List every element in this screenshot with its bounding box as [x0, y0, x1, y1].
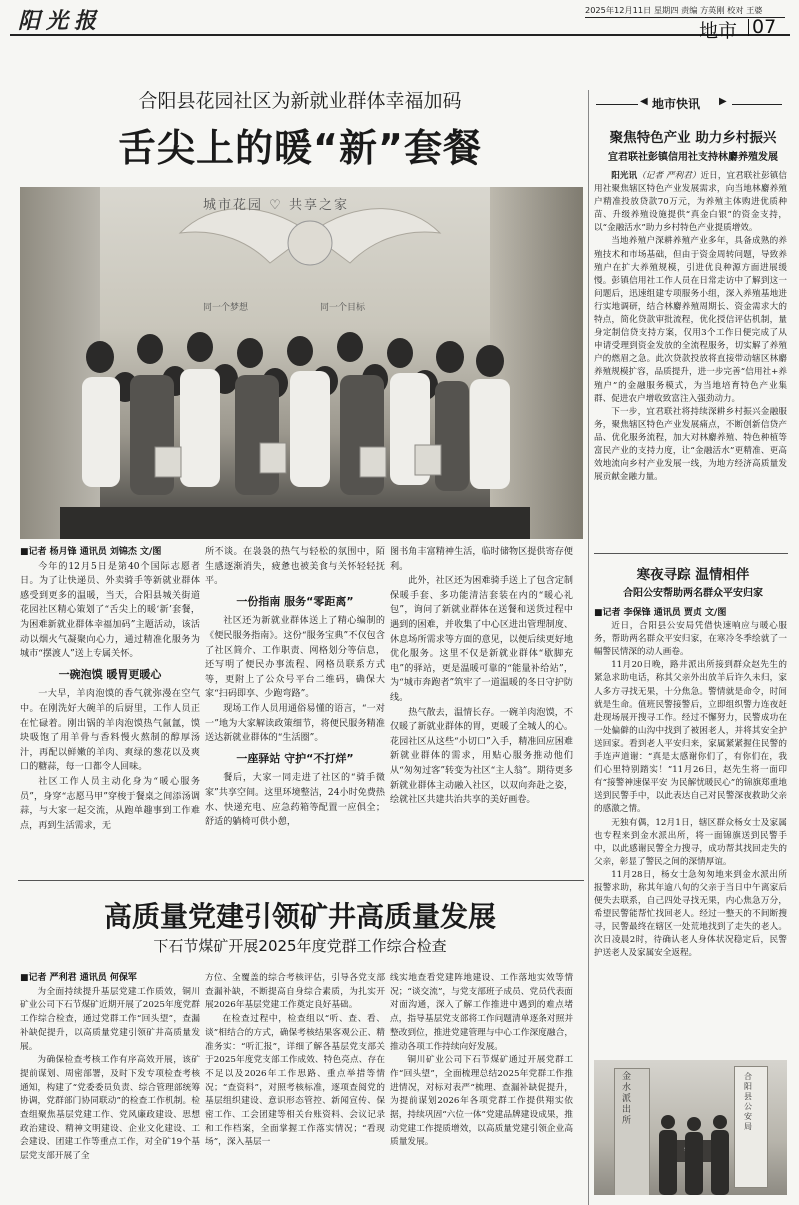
sidebar-divider	[594, 553, 788, 554]
article1-column-2	[205, 545, 385, 830]
article2-paragraph: 线实地查看党建阵地建设、工作落地实效等情况；“谈交流”，与党支部班子成员、党员代表面对面沟通，深入了解工作推进中遇到的难点堵点，指导基层党支部将工作问题清单逐条对照并整改到位，推进党建管理与中心工作深度融合，推动各项工作持续向好发展。	[390, 973, 573, 1052]
article1-paragraph: 现场工作人员用通俗易懂的语言，“一对一”地为大家解读政策细节，将便民服务精准送达新就业群体的“生活圈”。	[205, 703, 385, 744]
article2-byline: ■记者 严利君 通讯员 何保军	[20, 973, 137, 983]
masthead-logo: 阳光报	[18, 8, 103, 34]
sidebar-label-line-left	[596, 104, 638, 105]
brief2-subhead: 合阳公安帮助两名群众平安归家	[623, 588, 763, 599]
article2-paragraph: 方位、全覆盖的综合考核评估，引导各党支部查漏补缺，不断提高自身综合素质，为扎实开展2026年基层党建工作奠定良好基础。	[205, 973, 385, 1011]
article2-column-2	[205, 972, 385, 1150]
photo-sign-1: 城市花园	[203, 198, 264, 213]
column-divider-vertical	[588, 90, 589, 1205]
article1-paragraph: 社区还为新就业群体送上了精心编制的《便民服务指南》。这份“服务宝典”不仅包含了社区简介、工作职责、网格划分等信息，还写明了便民办事流程、网格员联系方式等，更附上了公众号平台二维码，确保大家“扫码即享、少跑弯路”。	[205, 616, 385, 700]
article2-column-3	[390, 972, 573, 1150]
article1-subhead-3: 一座驿站 守护“不打烊”	[236, 751, 354, 765]
photo-banner-right: 同一个目标	[320, 303, 366, 313]
photo-sign-vertical: 金水派出所	[622, 1072, 632, 1126]
sidebar-label-arrow-right: ▶	[719, 96, 727, 107]
article2-column-1	[20, 972, 200, 1164]
article1-paragraph: 热气散去，温情长存。一碗羊肉泡馍，不仅暖了新就业群体的胃，更暖了全城人的心。花园社区从这些“小切口”入手，精准回应困难新就业群体的需求，用贴心服务推动他们从“匆匆过客”转变为社区“主人翁”。期待更多新就业群体主动融入社区，以双向奔赴之姿，绘就社区共建共治共享的美好画卷。	[390, 707, 573, 806]
article1-paragraph: 一大早，羊肉泡馍的香气就弥漫在空气中。在刚洗好大碗羊的后厨里，工作人员正在忙碌着。刚出锅的羊肉泡馍热气氤氲，馍块吸饱了用羊骨与香料慢火熬制的醇厚汤汁，再配以鲜嫩的羊肉、爽绿的葱花以及爽口的糖蒜，每一口都令人回味。	[20, 689, 200, 773]
brief1-paragraph: 近日，宜君联社彭镇信用社聚焦辖区特色产业发展需求，向当地林麝养殖户精准投放贷款70万元，为养殖主体购进优质种苗、升级养殖设施提供“真金白银”的资金支持，以“金融活水”助力乡村特色产业提质增效。	[594, 171, 787, 234]
brief1-headline: 聚焦特色产业 助力乡村振兴	[609, 130, 777, 146]
heart-icon: ♡	[269, 198, 283, 213]
brief1-paragraph: 当地养殖户深耕养殖产业多年，具备成熟的养殖技术和市场基础，但由于资金周转问题，导致养殖户在扩大养殖规模，引进优良种源方面进展缓慢。彭镇信用社工作人员在日常走访中了解到这一问题后，迅速组建专项服务小组，深入养殖基地进行实地调研，结合林麝养殖周期长、资金需求大的特点，简化贷款审批流程，优化授信评估机制，量身定制信贷支持方案，仅用3个工作日便完成了从申请受理到资金发放的全流程服务，切实解了养殖户的燃眉之急。此次贷款投放将直接带动辖区林麝养殖规模扩容，品质提升，进一步完善“信用社+养殖户”的金融服务模式，为当地培育特色产业集群、促进农户增收致富注入强劲动力。	[594, 236, 787, 404]
masthead-rule	[10, 34, 790, 36]
article2-headline: 高质量党建引领矿井高质量发展	[103, 900, 496, 933]
article1-photo	[20, 187, 583, 539]
article1-subhead-2: 一份指南 服务“零距离”	[236, 594, 354, 608]
article1-subhead-1: 一碗泡馍 暖胃更暖心	[58, 667, 162, 681]
photo-people	[654, 1112, 734, 1195]
article1-kicker: 合阳县花园社区为新就业群体幸福加码	[138, 90, 462, 112]
brief2-body	[594, 607, 787, 961]
photo-sign-2: 共享之家	[288, 198, 349, 213]
photo-sign-text	[203, 194, 349, 213]
article2-paragraph: 铜川矿业公司下石节煤矿通过开展党群工作“回头望”，全面梳理总结2025年党群工作推进情况，对标对表严“梳理、查漏补缺促提升，为提前谋划2026年各项党群工作提供翔实依据，持续巩固“六位一体”党建品牌建设成果，推动党建工作提质增效，以高质量党建引领企业高质量发展。	[390, 1055, 573, 1148]
article2-paragraph: 为确保检查考核工作有序高效开展，该矿提前谋划、周密部署，及时下发专项检查考核通知，构建了“党委委员负责、综合管理部统筹协调，党群部门协同联动”的检查工作机制。检查组聚焦基层党建工作、党风廉政建设、思想政治建设、精神文明建设、企业文化建设、工会建设、团建工作等重点工作，对全矿19个基层党支部开展了全	[20, 1055, 200, 1162]
brief2-byline: ■记者 李保锋 通讯员 贾贞 文/图	[594, 608, 727, 618]
article2-paragraph: 在检查过程中，检查组以“听、查、看、谈”相结合的方式，确保考核结果客观公正、精准务实：“听汇报”，详细了解各基层党支部关于2025年度党支部工作成效、特色亮点、存在不足以及2026年工作思路、重点举措等情况；“查资料”，对照考核标准，逐项查阅党的基层组织建设、意识形态管控、新闻宣传、保密工作、工会团建等相关台账资料、会议记录和工作档案，全面掌握工作落实情况；“看现场”，深入基层一	[205, 1014, 385, 1148]
brief1-paragraph: 下一步，宜君联社将持续深耕乡村振兴金融服务，聚焦辖区特色产业发展痛点，不断创新信贷产品、优化服务流程，加大对林麝养殖、特色种植等富民产业的支持力度，让“金融活水”更精准、更高效地流向乡村产业发展一线，为地方经济高质量发展贡献金融力量。	[594, 406, 787, 483]
brief2-paragraph: 11月28日，杨女士急匆匆地来到金水派出所报警求助，称其年逾八旬的父亲于当日中午离家后便失去联系，自己四处寻找无果，内心焦急万分，希望民警能帮忙找回老人。经过一整天的不间断搜寻，民警最终在辖区一处荒地找到了走失的老人。次日凌晨2时，待确认老人身体状况稳定后，民警护送老人及家属安全返程。	[594, 869, 787, 959]
photo-banner-left: 同一个梦想	[203, 303, 249, 313]
brief1-lead-tag: 阳光讯	[611, 171, 638, 181]
sidebar-label: 地市快讯	[652, 97, 701, 111]
article1-column-3	[390, 545, 573, 808]
article1-paragraph: 餐后，大家一同走进了社区的“骑手微家”共享空间。这里环境整洁，24小时免费热水、快递充电、应急药箱等配置一应俱全；舒适的躺椅可供小憩，	[205, 773, 385, 828]
brief2-headline: 寒夜寻踪 温情相伴	[636, 567, 750, 583]
brief1-lead-author: （记者 严利君）	[637, 171, 701, 181]
brief2-paragraph: 近日，合阳县公安局凭借快速响应与暖心服务，帮助两名群众平安归家，在寒冷冬季绘就了一幅警民情深的动人画卷。	[594, 621, 787, 658]
article1-byline: ■记者 杨月锋 通讯员 刘锦杰 文/图	[20, 547, 162, 557]
article1-headline: 舌尖上的暖“新”套餐	[118, 126, 482, 170]
brief2-paragraph: 11月20日晚，路井派出所接到群众赵先生的紧急求助电话，称其父亲外出放羊后许久未归，家人多方寻找无果，十分焦急。警情就是命令，时间就是生命。值班民警接警后，立即组织警力连夜赶赴现场展开搜寻工作。经过不懈努力，民警成功在一处偏僻的山沟中找到了被困老人，并将其安全护送回家。看到老人平安归来，家属紧紧握住民警的手连声道谢：“真是太感谢你们了，有你们在，我们心里特别踏实！”11月26日，赵先生将一面印有“接警神速保平安 为民解忧暖民心”的锦旗郑重地送到民警手中，以此表达自己对民警深夜救助父亲的感激之情。	[594, 660, 787, 815]
article1-paragraph: 社区工作人员主动化身为“暖心服务员”，身穿“志愿马甲”穿梭于餐桌之间添汤调蒜，与大家一起交流，从跑单趣事到工作难点，再到生活需求，无	[20, 776, 200, 831]
article1-paragraph: 此外，社区还为困难骑手送上了包含定制保暖手套、多功能清洁套装在内的“暖心礼包”，询问了新就业群体在送餐和送货过程中遇到的困难，并收集了中心区进出管理制度、休息场所需求等方面的意见，以便后续更好地优化服务。这里不仅是新就业群体“歇脚充电”的驿站，更是温暖可靠的“能量补给站”，为“城市奔跑者”筑牢了一道温暖的冬日守护防线。	[390, 576, 573, 703]
page-number: 07	[752, 16, 777, 38]
brief2-paragraph: 无独有偶，12月1日，辖区群众杨女士及家属也专程来到金水派出所，将一面锦旗送到民警手中，以此感谢民警全力搜寻，成功帮其找回走失的父亲，彰显了警民之间的深情厚谊。	[594, 817, 787, 867]
article1-paragraph: 图书角丰富精神生活，临时储物区提供寄存便利。	[390, 547, 573, 572]
brief1-subhead: 宜君联社彭镇信用社支持林麝养殖发展	[608, 152, 778, 163]
sidebar-label-line-right	[732, 104, 782, 105]
article2-paragraph: 为全面持续提升基层党建工作质效，铜川矿业公司下石节煤矿近期开展了2025年度党群工作综合检查，通过党群工作“回头望”，查漏补缺促提升，以高质量党建引领矿井高质量发展。	[20, 986, 200, 1052]
section-divider	[748, 19, 749, 36]
article1-column-1	[20, 545, 200, 833]
brief1-body	[594, 170, 787, 484]
photo-crowd	[60, 317, 530, 539]
photo-plaque-text: 合阳县公安局	[744, 1072, 752, 1131]
masthead-date: 2025年12月11日 星期四 责编 方英刚 校对 王婆	[585, 5, 763, 15]
article2-subhead: 下石节煤矿开展2025年度党群工作综合检查	[153, 937, 447, 955]
section-label: 地市	[699, 20, 738, 42]
article1-paragraph: 今年的12月5日是第40个国际志愿者日。为了让快递员、外卖骑手等新就业群体感受到更多的温暖，当天，合阳县城关街道花园社区精心策划了“舌尖上的暖‘新’套餐，为困难新就业群体幸福加码”主题活动，该活动以烟火气凝聚向心力，通过精准化服务为城市“摆渡人”送上专属关怀。	[20, 561, 200, 660]
brief2-photo	[594, 1060, 787, 1195]
article1-paragraph: 所不谈。在袅袅的热气与轻松的氛围中，陌生感逐渐消失，疲惫也被美食与关怀轻轻抚平。	[205, 547, 385, 587]
article-divider	[18, 880, 584, 881]
sidebar-label-arrow-left: ◀	[640, 96, 648, 107]
